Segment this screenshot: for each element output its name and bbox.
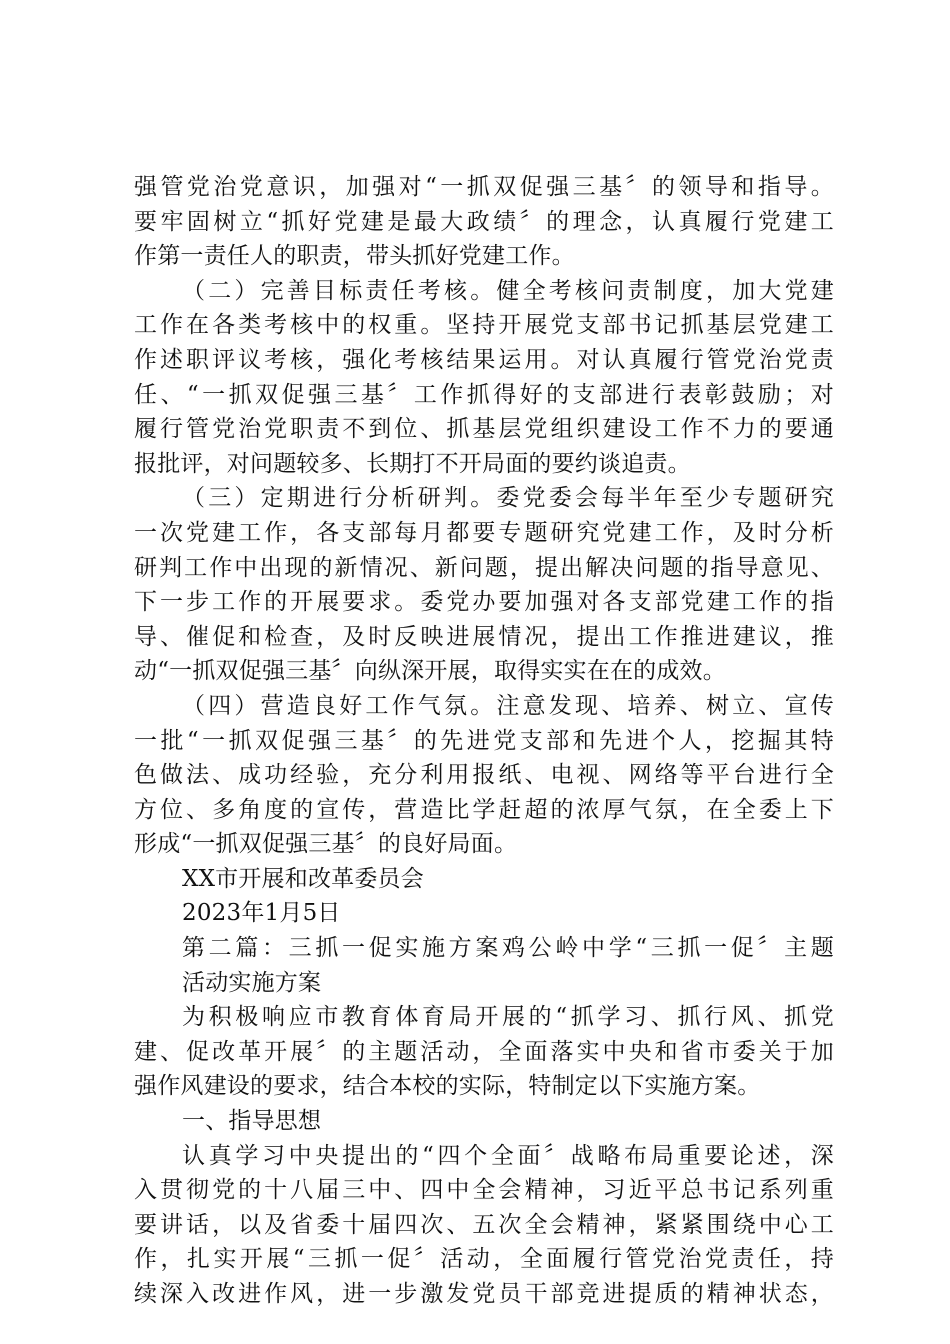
text-line: 任、“一抓双促强三基〞工作抓得好的支部进行表彰鼓励；对: [134, 381, 834, 408]
text-line: 报批评，对问题较多、长期打不开局面的要约谈追责。: [134, 450, 691, 477]
text-line: 作第一责任人的职责，带头抓好党建工作。: [134, 243, 575, 270]
section-title-line: 第二篇：三抓一促实施方案鸡公岭中学“三抓一促〞主题: [182, 935, 834, 962]
text-line: 下一步工作的开展要求。委党办要加强对各支部党建工作的指: [134, 589, 834, 616]
text-line: 研判工作中出现的新情况、新问题，提出解决问题的指导意见、: [134, 554, 834, 581]
text-line: 履行管党治党职责不到位、抓基层党组织建设工作不力的要通: [134, 416, 834, 443]
text-line: 导、催促和检查，及时反映进展情况，提出工作推进建议，推: [134, 623, 834, 650]
text-line: 强作风建设的要求，结合本校的实际，特制定以下实施方案。: [134, 1073, 761, 1100]
text-line: 一批“一抓双促强三基〞的先进党支部和先进个人，挖掘其特: [134, 727, 834, 754]
text-line: 强管党治党意识，加强对“一抓双促强三基〞的领导和指导。: [134, 174, 834, 200]
text-line: 方位、多角度的宣传，营造比学赶超的浓厚气氛，在全委上下: [134, 796, 834, 823]
paragraph-start-line: （三）定期进行分析研判。委党委会每半年至少专题研究: [182, 485, 834, 512]
text-line: 续深入改进作风，进一步激发党员干部竞进提质的精神状态，: [134, 1281, 834, 1307]
heading-guiding-thought: 一、指导思想: [182, 1108, 322, 1135]
section-title-line: 活动实施方案: [182, 969, 322, 996]
text-line: 要讲话，以及省委十届四次、五次全会精神，紧紧围绕中心工: [134, 1211, 834, 1238]
paragraph-start-line: （二）完善目标责任考核。健全考核问责制度，加大党建: [182, 277, 834, 304]
paragraph-start-line: 为积极响应市教育体育局开展的“抓学习、抓行风、抓党: [182, 1004, 834, 1031]
text-line: 色做法、成功经验，充分利用报纸、电视、网络等平台进行全: [134, 762, 834, 789]
text-line: 作述职评议考核，强化考核结果运用。对认真履行管党治党责: [134, 346, 834, 373]
text-line: 动“一抓双促强三基〞向纵深开展，取得实实在在的成效。: [134, 658, 726, 685]
text-line: 工作在各类考核中的权重。坚持开展党支部书记抓基层党建工: [134, 312, 834, 339]
text-line: 形成“一抓双促强三基〞的良好局面。: [134, 831, 518, 858]
document-body: [134, 170, 834, 1312]
paragraph-start-line: 认真学习中央提出的“四个全面〞战略布局重要论述，深: [182, 1142, 834, 1169]
text-line: 作，扎实开展“三抓一促〞活动，全面履行管党治党责任，持: [134, 1246, 834, 1273]
text-line: 入贯彻党的十八届三中、四中全会精神，习近平总书记系列重: [134, 1177, 834, 1204]
text-line: 一次党建工作，各支部每月都要专题研究党建工作，及时分析: [134, 519, 834, 546]
text-line: 要牢固树立“抓好党建是最大政绩〞的理念，认真履行党建工: [134, 208, 834, 235]
text-line: 建、促改革开展〞的主题活动，全面落实中央和省市委关于加: [134, 1038, 834, 1065]
signature-date: 2023年1月5日: [182, 900, 341, 927]
signature-organization: XX市开展和改革委员会: [182, 865, 424, 892]
paragraph-start-line: （四）营造良好工作气氛。注意发现、培养、树立、宣传: [182, 692, 834, 719]
